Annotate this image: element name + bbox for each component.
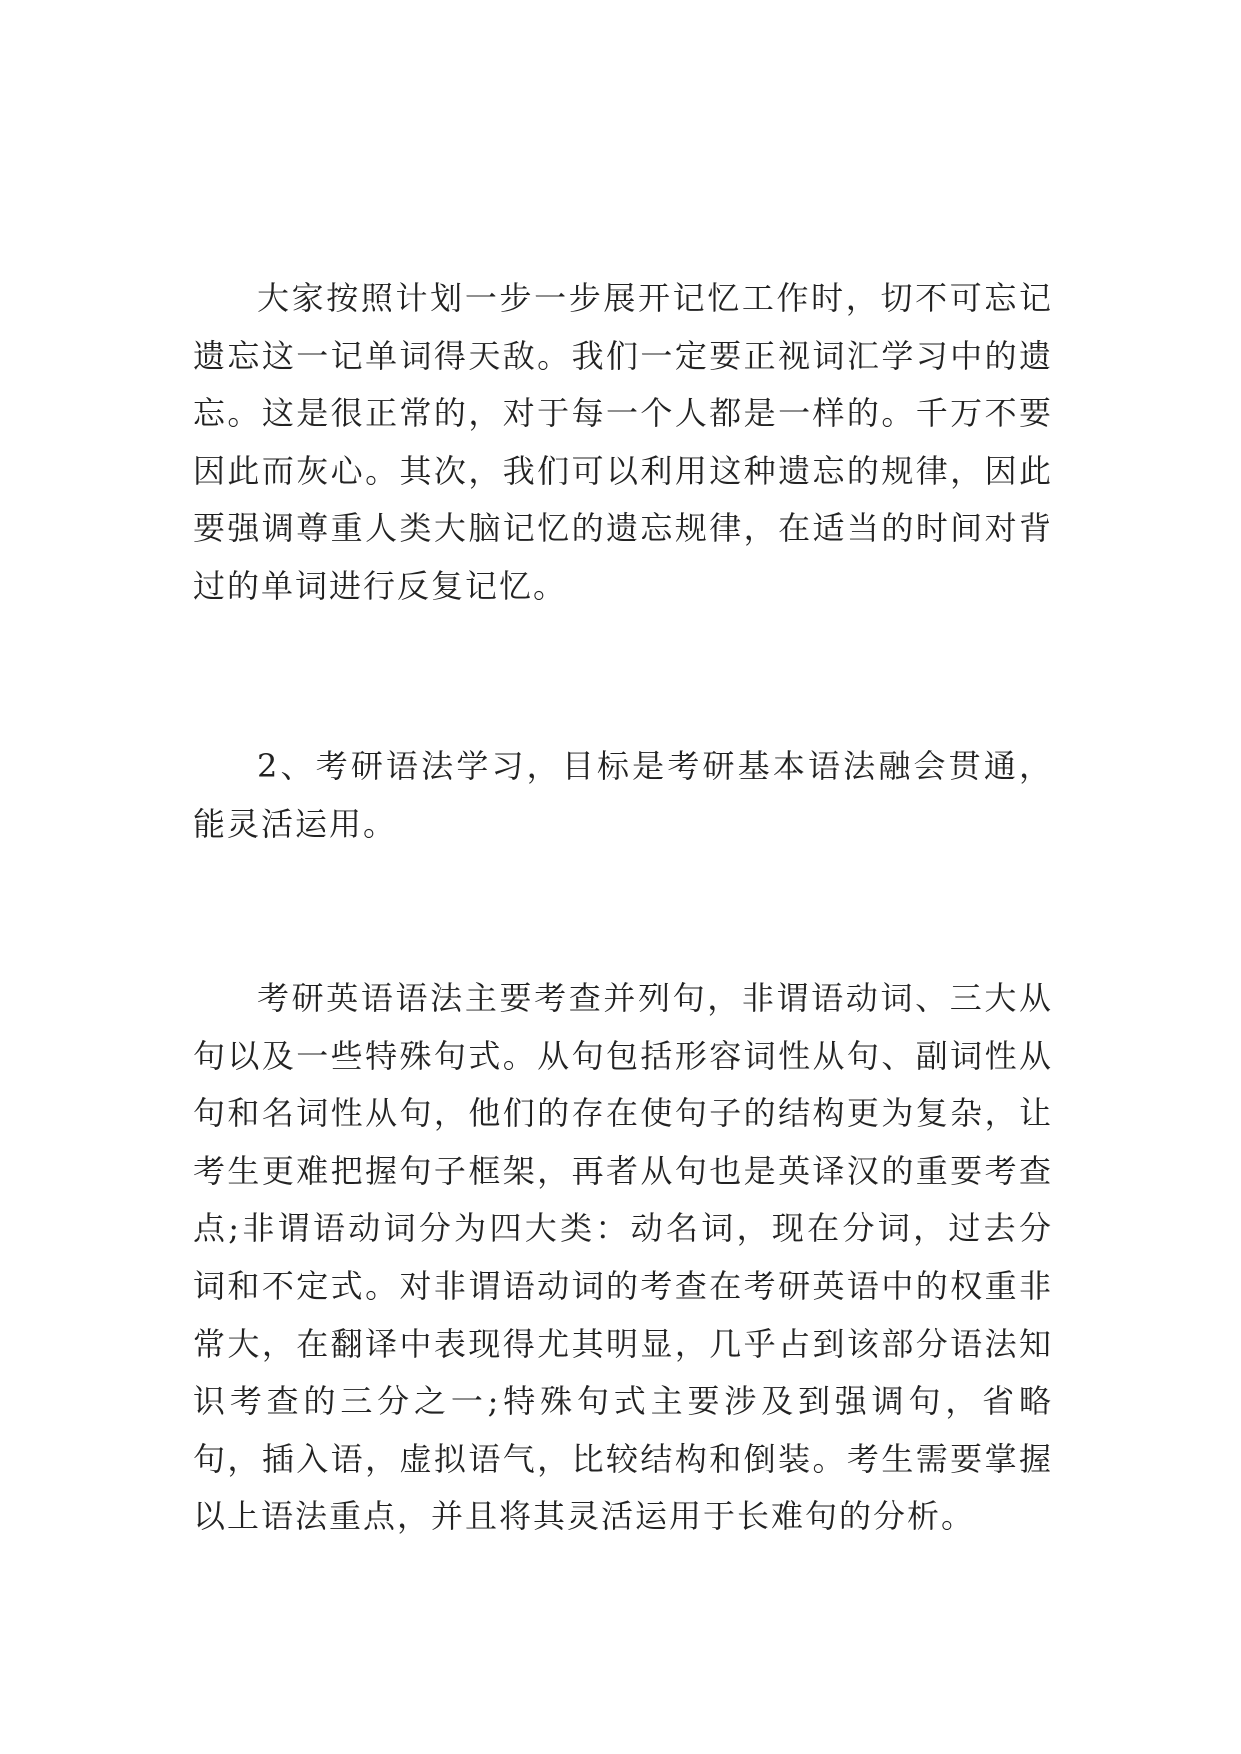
paragraph-grammar-goal: 2、考研语法学习，目标是考研基本语法融会贯通，能灵活运用。 [193, 747, 1053, 843]
paragraph-vocabulary-forgetting: 大家按照计划一步一步展开记忆工作时，切不可忘记遗忘这一记单词得天敌。我们一定要正视词汇学习中的遗忘。这是很正常的，对于每一个人都是一样的。千万不要因此而灰心。其次，我们可以利用这种遗忘的规律，因此要强调尊重人类大脑记忆的遗忘规律，在适当的时间对背过的单词进行反复记忆。 [193, 279, 1053, 605]
paragraph-grammar-details: 考研英语语法主要考查并列句，非谓语动词、三大从句以及一些特殊句式。从句包括形容词性从句、副词性从句和名词性从句，他们的存在使句子的结构更为复杂，让考生更难把握句子框架，再者从句也是英译汉的重要考查点;非谓语动词分为四大类：动名词，现在分词，过去分词和不定式。对非谓语动词的考查在考研英语中的权重非常大，在翻译中表现得尤其明显，几乎占到该部分语法知识考查的三分之一;特殊句式主要涉及到强调句，省略句，插入语，虚拟语气，比较结构和倒装。考生需要掌握以上语法重点，并且将其灵活运用于长难句的分析。 [193, 979, 1053, 1536]
